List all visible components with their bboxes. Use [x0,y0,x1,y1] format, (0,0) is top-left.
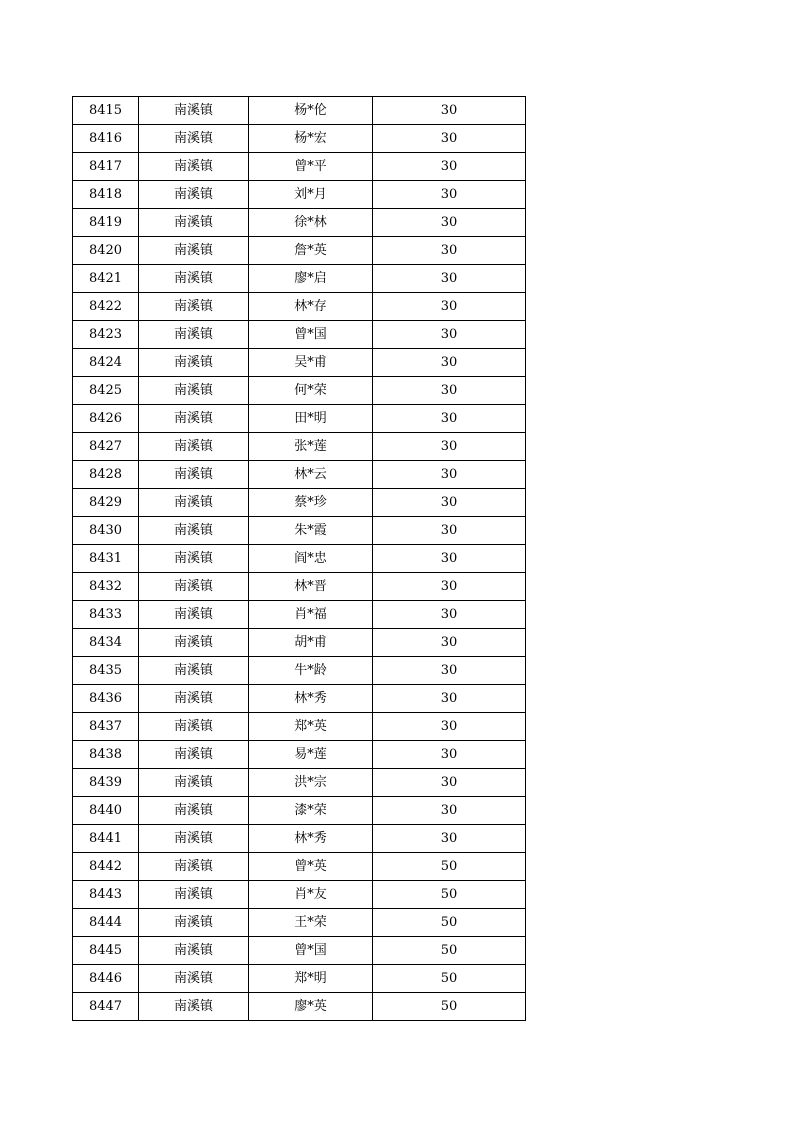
amount-cell: 30 [373,405,526,433]
row-id-cell: 8419 [73,209,139,237]
table-row [73,405,526,433]
row-id-cell: 8443 [73,881,139,909]
town-cell: 南溪镇 [139,433,249,461]
name-cell: 杨*宏 [249,125,373,153]
table-row [73,965,526,993]
town-cell: 南溪镇 [139,293,249,321]
row-id-cell: 8444 [73,909,139,937]
table-row [73,825,526,853]
amount-cell: 30 [373,237,526,265]
table-row [73,517,526,545]
row-id-cell: 8420 [73,237,139,265]
name-cell: 阎*忠 [249,545,373,573]
table-row [73,769,526,797]
table-row [73,181,526,209]
row-id-cell: 8417 [73,153,139,181]
amount-cell: 30 [373,797,526,825]
row-id-cell: 8426 [73,405,139,433]
town-cell: 南溪镇 [139,265,249,293]
row-id-cell: 8436 [73,685,139,713]
table-row [73,433,526,461]
name-cell: 王*荣 [249,909,373,937]
town-cell: 南溪镇 [139,321,249,349]
data-table [72,96,526,1021]
town-cell: 南溪镇 [139,657,249,685]
row-id-cell: 8430 [73,517,139,545]
town-cell: 南溪镇 [139,461,249,489]
name-cell: 廖*启 [249,265,373,293]
amount-cell: 50 [373,909,526,937]
name-cell: 牛*龄 [249,657,373,685]
table-row [73,629,526,657]
name-cell: 朱*霞 [249,517,373,545]
amount-cell: 30 [373,349,526,377]
town-cell: 南溪镇 [139,153,249,181]
name-cell: 吴*甫 [249,349,373,377]
name-cell: 曾*英 [249,853,373,881]
amount-cell: 30 [373,209,526,237]
name-cell: 林*秀 [249,685,373,713]
name-cell: 曾*国 [249,937,373,965]
town-cell: 南溪镇 [139,853,249,881]
amount-cell: 30 [373,517,526,545]
row-id-cell: 8425 [73,377,139,405]
row-id-cell: 8435 [73,657,139,685]
name-cell: 林*存 [249,293,373,321]
table-row [73,713,526,741]
amount-cell: 50 [373,965,526,993]
table-row [73,797,526,825]
row-id-cell: 8416 [73,125,139,153]
row-id-cell: 8431 [73,545,139,573]
name-cell: 胡*甫 [249,629,373,657]
row-id-cell: 8434 [73,629,139,657]
amount-cell: 30 [373,321,526,349]
town-cell: 南溪镇 [139,405,249,433]
town-cell: 南溪镇 [139,237,249,265]
town-cell: 南溪镇 [139,209,249,237]
name-cell: 林*晋 [249,573,373,601]
row-id-cell: 8440 [73,797,139,825]
name-cell: 漆*荣 [249,797,373,825]
amount-cell: 30 [373,433,526,461]
town-cell: 南溪镇 [139,797,249,825]
town-cell: 南溪镇 [139,181,249,209]
table-row [73,237,526,265]
name-cell: 肖*福 [249,601,373,629]
table-row [73,377,526,405]
amount-cell: 30 [373,545,526,573]
table-row [73,853,526,881]
amount-cell: 30 [373,153,526,181]
table-row [73,321,526,349]
town-cell: 南溪镇 [139,517,249,545]
town-cell: 南溪镇 [139,97,249,125]
name-cell: 洪*宗 [249,769,373,797]
table-row [73,937,526,965]
row-id-cell: 8433 [73,601,139,629]
town-cell: 南溪镇 [139,545,249,573]
table-row [73,573,526,601]
row-id-cell: 8427 [73,433,139,461]
amount-cell: 30 [373,629,526,657]
town-cell: 南溪镇 [139,881,249,909]
row-id-cell: 8422 [73,293,139,321]
town-cell: 南溪镇 [139,741,249,769]
town-cell: 南溪镇 [139,825,249,853]
amount-cell: 30 [373,293,526,321]
name-cell: 张*莲 [249,433,373,461]
table-row [73,97,526,125]
amount-cell: 30 [373,97,526,125]
table-row [73,489,526,517]
name-cell: 廖*英 [249,993,373,1021]
amount-cell: 30 [373,741,526,769]
amount-cell: 30 [373,769,526,797]
row-id-cell: 8445 [73,937,139,965]
town-cell: 南溪镇 [139,601,249,629]
table-row [73,209,526,237]
town-cell: 南溪镇 [139,377,249,405]
amount-cell: 50 [373,881,526,909]
name-cell: 郑*英 [249,713,373,741]
town-cell: 南溪镇 [139,909,249,937]
row-id-cell: 8442 [73,853,139,881]
amount-cell: 30 [373,125,526,153]
name-cell: 田*明 [249,405,373,433]
row-id-cell: 8446 [73,965,139,993]
table-row [73,125,526,153]
row-id-cell: 8421 [73,265,139,293]
name-cell: 曾*平 [249,153,373,181]
name-cell: 蔡*珍 [249,489,373,517]
town-cell: 南溪镇 [139,769,249,797]
table-row [73,881,526,909]
row-id-cell: 8438 [73,741,139,769]
amount-cell: 30 [373,377,526,405]
name-cell: 曾*国 [249,321,373,349]
town-cell: 南溪镇 [139,937,249,965]
table-row [73,545,526,573]
amount-cell: 30 [373,489,526,517]
amount-cell: 50 [373,853,526,881]
table-row [73,461,526,489]
name-cell: 林*秀 [249,825,373,853]
amount-cell: 30 [373,573,526,601]
table-row [73,741,526,769]
row-id-cell: 8423 [73,321,139,349]
amount-cell: 50 [373,937,526,965]
amount-cell: 30 [373,657,526,685]
table-row [73,657,526,685]
name-cell: 肖*友 [249,881,373,909]
town-cell: 南溪镇 [139,489,249,517]
amount-cell: 30 [373,461,526,489]
row-id-cell: 8447 [73,993,139,1021]
amount-cell: 30 [373,265,526,293]
table-row [73,349,526,377]
row-id-cell: 8437 [73,713,139,741]
town-cell: 南溪镇 [139,573,249,601]
table-row [73,909,526,937]
town-cell: 南溪镇 [139,965,249,993]
name-cell: 杨*伦 [249,97,373,125]
amount-cell: 30 [373,181,526,209]
row-id-cell: 8415 [73,97,139,125]
table-row [73,265,526,293]
amount-cell: 30 [373,825,526,853]
amount-cell: 50 [373,993,526,1021]
row-id-cell: 8429 [73,489,139,517]
table-row [73,153,526,181]
town-cell: 南溪镇 [139,349,249,377]
table-row [73,601,526,629]
table-row [73,293,526,321]
name-cell: 易*莲 [249,741,373,769]
town-cell: 南溪镇 [139,993,249,1021]
name-cell: 郑*明 [249,965,373,993]
row-id-cell: 8432 [73,573,139,601]
table-row [73,685,526,713]
town-cell: 南溪镇 [139,685,249,713]
amount-cell: 30 [373,685,526,713]
name-cell: 林*云 [249,461,373,489]
town-cell: 南溪镇 [139,629,249,657]
table-body [73,97,526,1021]
row-id-cell: 8418 [73,181,139,209]
name-cell: 何*荣 [249,377,373,405]
amount-cell: 30 [373,601,526,629]
row-id-cell: 8428 [73,461,139,489]
name-cell: 徐*林 [249,209,373,237]
name-cell: 詹*英 [249,237,373,265]
table-row [73,993,526,1021]
row-id-cell: 8441 [73,825,139,853]
row-id-cell: 8424 [73,349,139,377]
row-id-cell: 8439 [73,769,139,797]
town-cell: 南溪镇 [139,713,249,741]
name-cell: 刘*月 [249,181,373,209]
amount-cell: 30 [373,713,526,741]
town-cell: 南溪镇 [139,125,249,153]
